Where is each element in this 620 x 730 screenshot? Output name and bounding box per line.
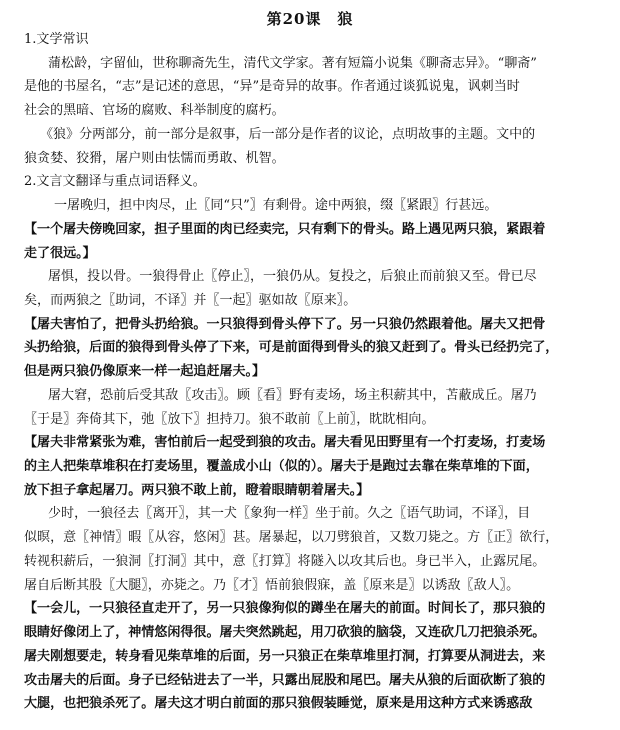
translation-line: 放下担子拿起屠刀。两只狼不敢上前，瞪着眼睛朝着屠夫。】: [24, 482, 370, 498]
section-heading-literature: 1.文学常识: [24, 32, 89, 47]
text-line: 是他的书屋名，“志”是记述的意思，“异”是奇异的故事。作者通过谈狐说鬼，讽刺当时: [24, 79, 520, 95]
original-text-line: 屠大窘，恐前后受其敌〖攻击〗。顾〖看〗野有麦场，场主积薪其中，苫蔽成丘。屠乃: [48, 387, 537, 403]
translation-line: 【屠夫非常紧张为难，害怕前后一起受到狼的攻击。屠夫看见田野里有一个打麦场，打麦场: [24, 435, 546, 451]
translation-line: 头扔给狼，后面的狼得到骨头停了下来，可是前面得到骨头的狼又赶到了。骨头已经扔完了，: [24, 340, 559, 356]
translation-line: 的主人把柴草堆积在打麦场里，覆盖成小山（似的）。屠夫于是跑过去靠在柴草堆的下面，: [24, 459, 539, 475]
original-text-line: 似暝，意〖神情〗暇〖从容，悠闲〗甚。屠暴起，以刀劈狼首，又数刀毙之。方〖正〗欲行，: [24, 530, 559, 546]
translation-line: 眼睛好像闭上了，神情悠闲得很。屠夫突然跳起，用刀砍狼的脑袋，又连砍几刀把狼杀死。: [24, 625, 546, 641]
text-line: 狼贪婪、狡猾，屠户则由怯懦而勇敢、机智。: [24, 150, 285, 166]
translation-line: 走了很远。】: [24, 245, 96, 261]
text-line: 蒲松龄，字留仙，世称聊斋先生，清代文学家。著有短篇小说集《聊斋志异》。“聊斋”: [48, 55, 537, 71]
original-text-line: 〖于是〗奔倚其下，弛〖放下〗担持刀。狼不敢前〖上前〗，眈眈相向。: [24, 411, 435, 427]
translation-line: 【屠夫害怕了，把骨头扔给狼。一只狼得到骨头停下了。另一只狼仍然跟着他。屠夫又把骨: [24, 316, 546, 332]
original-text-line: 屠自后断其股〖大腿〗，亦毙之。乃〖才〗悟前狼假寐，盖〖原来是〗以诱敌〖敌人〗。: [24, 577, 520, 593]
translation-line: 攻击屠夫的后面。身子已经钻进去了一半，只露出屁股和尾巴。屠夫从狼的后面砍断了狼的: [24, 672, 546, 688]
original-text-line: 转视积薪后，一狼洞〖打洞〗其中，意〖打算〗将隧入以攻其后也。身已半入，止露尻尾。: [24, 553, 546, 569]
section-heading-translation: 2.文言文翻译与重点词语释义。: [24, 174, 206, 190]
original-text-line: 一屠晚归，担中肉尽，止〖同“只”〗有剩骨。途中两狼，缀〖紧跟〗行甚远。: [54, 198, 498, 214]
text-line: 《狼》分两部分，前一部分是叙事，后一部分是作者的议论，点明故事的主题。文中的: [40, 126, 536, 142]
text-line: 社会的黑暗、官场的腐败、科举制度的腐朽。: [24, 103, 285, 119]
translation-line: 屠夫刚想要走，转身看见柴草堆的后面，另一只狼正在柴草堆里打洞，打算要从洞进去，来: [24, 648, 546, 664]
translation-line: 【一个屠夫傍晚回家，担子里面的肉已经卖完，只有剩下的骨头。路上遇见两只狼，紧跟着: [24, 221, 546, 237]
lesson-title: 第20课 狼: [266, 10, 354, 28]
original-text-line: 矣，而两狼之〖助词，不译〗并〖一起〗驱如故〖原来〗。: [24, 292, 357, 308]
original-text-line: 屠惧，投以骨。一狼得骨止〖停止〗，一狼仍从。复投之，后狼止而前狼又至。骨已尽: [48, 269, 537, 285]
translation-line: 但是两只狼仍像原来一样一起追赶屠夫。】: [24, 364, 266, 380]
original-text-line: 少时，一狼径去〖离开〗，其一犬〖象狗一样〗坐于前。久之〖语气助词，不译〗，目: [48, 506, 531, 522]
translation-line: 【一会儿，一只狼径直走开了，另一只狼像狗似的蹲坐在屠夫的前面。时间长了，那只狼的: [24, 601, 546, 617]
translation-line: 大腿，也把狼杀死了。屠夫这才明白前面的那只狼假装睡觉，原来是用这种方式来诱惑敌: [24, 696, 533, 712]
